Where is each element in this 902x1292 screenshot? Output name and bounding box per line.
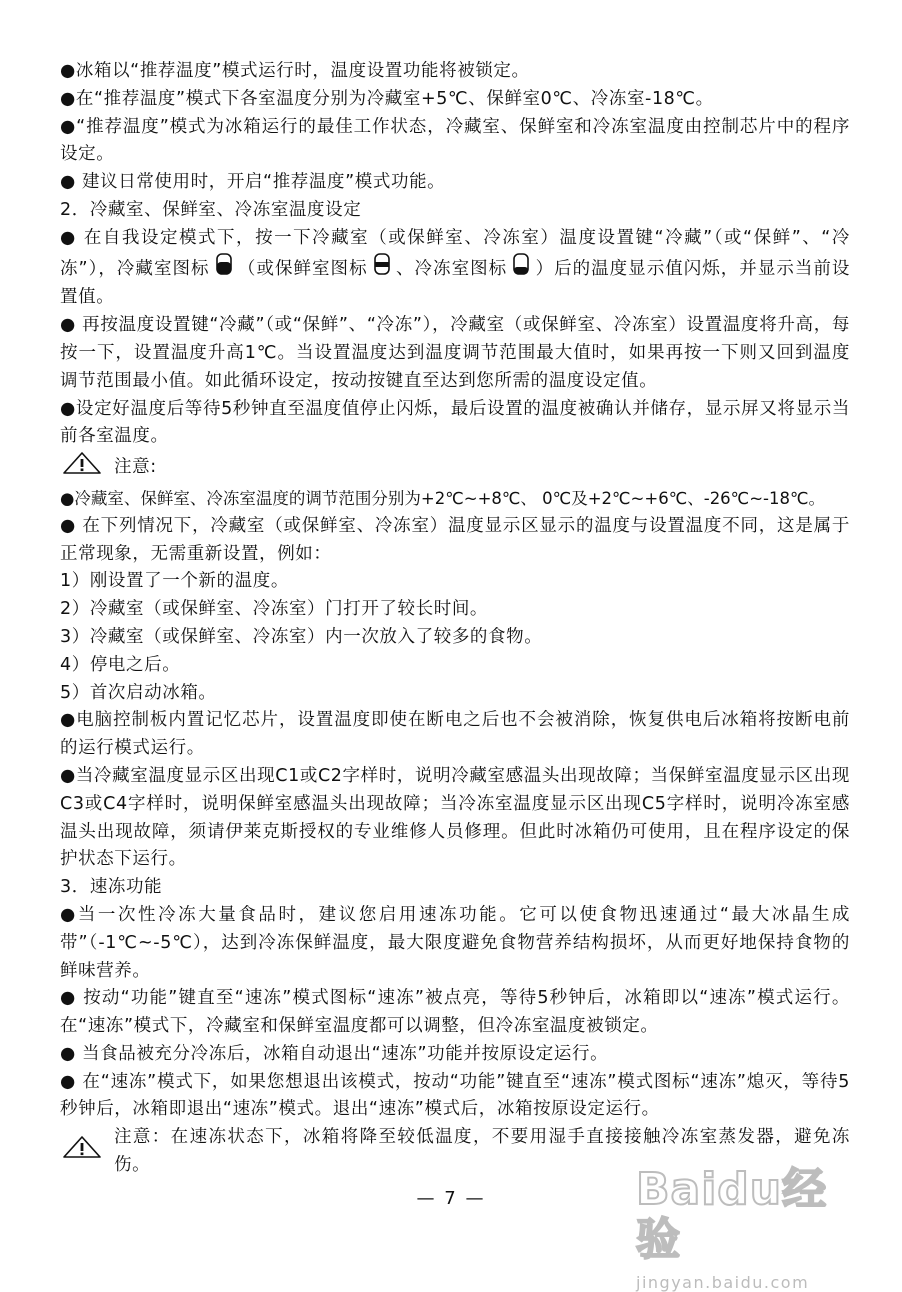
document-page [60,58,850,1180]
para-memory-chip: ●电脑控制板内置记忆芯片，设置温度即使在断电之后也不会被消除，恢复供电后冰箱将按断电前的运行模式运行。 [60,710,850,759]
para-auto-exit: ● 当食品被充分冷冻后，冰箱自动退出“速冻”功能并按原设定运行。 [60,1043,609,1064]
para-adjust-range: ●冷藏室、保鲜室、冷冻室温度的调节范围分别为+2℃~+8℃、 0℃及+2℃~+6℃、-26℃~-18℃。 [60,488,826,508]
para-self-set-mode [60,225,850,312]
fresh-compartment-icon [374,253,390,285]
page-number: — 7 — [416,1188,486,1209]
para-quick-freeze: ●当一次性冷冻大量食品时，建议您启用速冻功能。它可以使食物迅速通过“最大冰晶生成带”（-1℃~-5℃），达到冷冻保鲜温度，最大限度避免食物营养结构损坏，从而更好地保持食物的鲜味营养。 [60,904,850,981]
freezer-compartment-icon [513,253,529,285]
watermark-logo: Baidu经验 [636,1164,828,1265]
list-item-1: 1）刚设置了一个新的温度。 [60,571,289,592]
self-set-text-4: ）后的温度显示值闪烁，并显示当前设置值。 [60,258,851,308]
para-press-again: ● 再按温度设置键“冷藏”（或“保鲜”、“冷冻”），冷藏室（或保鲜室、冷冻室）设置温度将升高，每按一下，设置温度升高1℃。当设置温度达到温度调节范围最大值时，如果再按一下则又回到温度调节范围最小值。如此循环设定，按动按键直至达到您所需的温度设定值。 [60,315,850,391]
para-manual-exit: ● 在“速冻”模式下，如果您想退出该模式，按动“功能”键直至“速冻”模式图标“速冻”熄灭，等待5秒钟后，冰箱即退出“速冻”模式。退出“速冻”模式后，冰箱按原设定运行。 [60,1071,850,1120]
self-set-text-1: ● 在自我设定模式下，按一下冷藏室（或保鲜室、冷冻室）温度设置键“冷藏”（或“保鲜”、“冷冻”），冷藏室图标 [60,227,850,279]
list-item-3: 3）冷藏室（或保鲜室、冷冻室）内一次放入了较多的食物。 [60,626,543,647]
warning-icon [60,1135,104,1169]
fridge-compartment-icon [216,253,232,285]
attention-label: 注意: [114,457,157,478]
self-set-text-3: 、冷冻室图标 [395,258,508,279]
para-recommended-temps: ●在“推荐温度”模式下各室温度分别为冷藏室+5℃、保鲜室0℃、冷冻室-18℃。 [60,88,714,109]
para-locked: ●冰箱以“推荐温度”模式运行时，温度设置功能将被锁定。 [60,61,530,81]
para-sensor-fault: ●当冷藏室温度显示区出现C1或C2字样时，说明冷藏室感温头出现故障；当保鲜室温度显示区出现C3或C4字样时，说明保鲜室感温头出现故障；当冷冻室温度显示区出现C5字样时，说明冷冻室感温头出现故障，须请伊莱克斯授权的专业维修人员修理。但此时冰箱仍可使用，且在程序设定的保护状态下运行。 [60,765,850,870]
list-item-2: 2）冷藏室（或保鲜室、冷冻室）门打开了较长时间。 [60,599,489,620]
self-set-text-2: （或保鲜室图标 [237,258,368,279]
para-best-state: ●“推荐温度”模式为冰箱运行的最佳工作状态，冷藏室、保鲜室和冷冻室温度由控制芯片中的程序设定。 [60,116,850,165]
list-item-5: 5）首次启动冰箱。 [60,682,217,703]
para-wait-5s: ●设定好温度后等待5秒钟直至温度值停止闪烁，最后设置的温度被确认并储存，显示屏又将显示当前各室温度。 [60,398,850,447]
warning-icon [60,451,104,485]
list-item-4: 4）停电之后。 [60,654,181,675]
attention-row [60,451,157,485]
para-normal-phenomenon: ● 在下列情况下，冷藏室（或保鲜室、冷冻室）温度显示区显示的温度与设置温度不同，这是属于正常现象，无需重新设置，例如： [60,515,850,564]
final-warning-text: 注意：在速冻状态下，冰箱将降至较低温度，不要用湿手直接接触冷冻室蒸发器，避免冻伤。 [114,1127,850,1176]
section-heading-2: 2．冷藏室、保鲜室、冷冻室温度设定 [60,199,362,220]
para-press-function: ● 按动“功能”键直至“速冻”模式图标“速冻”被点亮，等待5秒钟后，冰箱即以“速冻”模式运行。在“速冻”模式下，冷藏室和保鲜室温度都可以调整，但冷冻室温度被锁定。 [60,988,850,1037]
para-suggestion: ● 建议日常使用时，开启“推荐温度”模式功能。 [60,172,446,193]
section-heading-3: 3．速冻功能 [60,877,163,898]
baidu-watermark [636,1164,856,1292]
watermark-url: jingyan.baidu.com [636,1273,810,1292]
